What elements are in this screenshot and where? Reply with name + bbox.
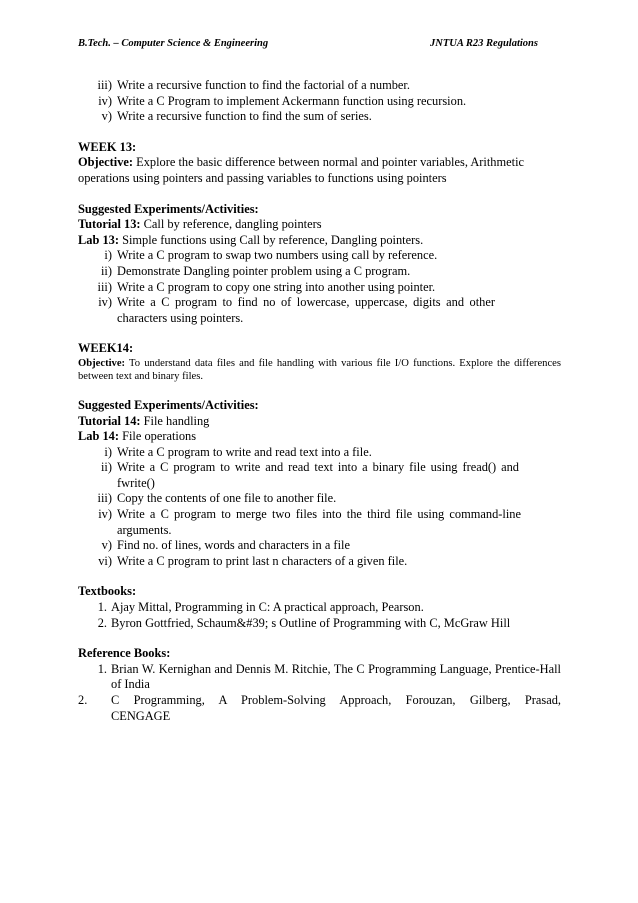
- list-item: [78, 248, 561, 264]
- week14-tutorial: Tutorial 14: File handling: [78, 413, 210, 428]
- item-text: Ajay Mittal, Programming in C: A practical approach, Pearson.: [111, 600, 424, 615]
- week13-suggested: Suggested Experiments/Activities:: [78, 201, 259, 216]
- item-number: 1.: [97, 661, 107, 676]
- week13-objective: Objective: Explore the basic difference between normal and pointer variables, Arithmetic operations using pointers and passing variables to functions using pointers: [78, 155, 525, 185]
- list-item: [78, 295, 561, 326]
- page-header: [78, 38, 538, 49]
- item-text: Write a C program to write and read text into a binary file using fread() and fwrite(): [117, 460, 519, 490]
- item-text: Write a C program to copy one string into another using pointer.: [117, 279, 436, 294]
- item-number: iv): [98, 507, 112, 522]
- item-number: iv): [98, 295, 112, 310]
- list-item: [78, 538, 561, 554]
- week14-suggested: Suggested Experiments/Activities:: [78, 397, 259, 412]
- list-item: [78, 507, 561, 538]
- item-number: vi): [98, 553, 112, 568]
- list-item: [78, 78, 561, 94]
- textbooks-list: [78, 600, 561, 631]
- week13-title: WEEK 13:: [78, 139, 137, 154]
- item-number: 2.: [78, 693, 88, 707]
- list-item: [78, 94, 561, 110]
- item-text: Write a C program to write and read text into a file.: [117, 444, 372, 459]
- item-number: iii): [97, 78, 112, 92]
- item-text: Write a C program to find no of lowercase, uppercase, digits and other characters using pointers.: [117, 295, 495, 325]
- item-number: iv): [98, 93, 112, 108]
- item-number: 2.: [97, 615, 107, 630]
- list-item: [78, 460, 561, 491]
- item-number: ii): [100, 263, 112, 278]
- references-title: Reference Books:: [78, 646, 171, 661]
- list-item: [78, 445, 561, 461]
- item-number: v): [101, 109, 112, 124]
- textbooks-title: Textbooks:: [78, 584, 137, 599]
- list-item: [78, 662, 561, 693]
- item-text: Write a C Program to implement Ackermann function using recursion.: [117, 93, 467, 108]
- item-number: ii): [100, 460, 112, 475]
- item-text: Brian W. Kernighan and Dennis M. Ritchie, The C Programming Language, Prentice-Hall of India: [111, 661, 561, 692]
- page-content: [78, 78, 561, 724]
- header-left: B.Tech. – Computer Science & Engineering: [78, 38, 269, 49]
- week14-lab: Lab 14: File operations: [78, 429, 197, 444]
- item-text: Write a recursive function to find the factorial of a number.: [117, 78, 410, 92]
- item-text: Write a C program to swap two numbers using call by reference.: [117, 248, 438, 263]
- item-text: Write a C program to print last n characters of a given file.: [117, 553, 408, 568]
- item-text: Demonstrate Dangling pointer problem using a C program.: [117, 263, 411, 278]
- top-list: [78, 78, 561, 125]
- item-number: i): [104, 444, 112, 459]
- week13-tutorial: Tutorial 13: Call by reference, dangling pointers: [78, 217, 322, 232]
- item-text: Copy the contents of one file to another file.: [117, 491, 337, 506]
- list-item: [78, 554, 561, 570]
- list-item: [78, 616, 561, 632]
- week14-objective: Objective: To understand data files and file handling with various file I/O functions. Explore the differences between text and binary files.: [78, 357, 561, 382]
- week14-title: WEEK14:: [78, 341, 134, 356]
- item-number: iii): [97, 279, 112, 294]
- item-text: Write a recursive function to find the sum of series.: [117, 109, 372, 124]
- item-number: i): [104, 248, 112, 263]
- list-item: [78, 693, 561, 724]
- list-item: [78, 280, 561, 296]
- item-text: C Programming, A Problem-Solving Approach, Forouzan, Gilberg, Prasad, CENGAGE: [111, 693, 561, 723]
- list-item: [78, 600, 561, 616]
- item-number: v): [101, 538, 112, 553]
- week13-lab: Lab 13: Simple functions using Call by reference, Dangling pointers.: [78, 232, 424, 247]
- list-item: [78, 491, 561, 507]
- header-right: JNTUA R23 Regulations: [430, 38, 538, 49]
- list-item: [78, 109, 561, 125]
- list-item: [78, 264, 561, 280]
- item-text: Find no. of lines, words and characters in a file: [117, 538, 350, 553]
- week13-list: [78, 248, 561, 326]
- item-text: Write a C program to merge two files into the third file using command-line arguments.: [117, 507, 521, 537]
- item-text: Byron Gottfried, Schaum&#39; s Outline of Programming with C, McGraw Hill: [111, 615, 511, 630]
- references-list: [78, 662, 561, 724]
- item-number: iii): [97, 491, 112, 506]
- item-number: 1.: [97, 600, 107, 615]
- week14-list: [78, 445, 561, 570]
